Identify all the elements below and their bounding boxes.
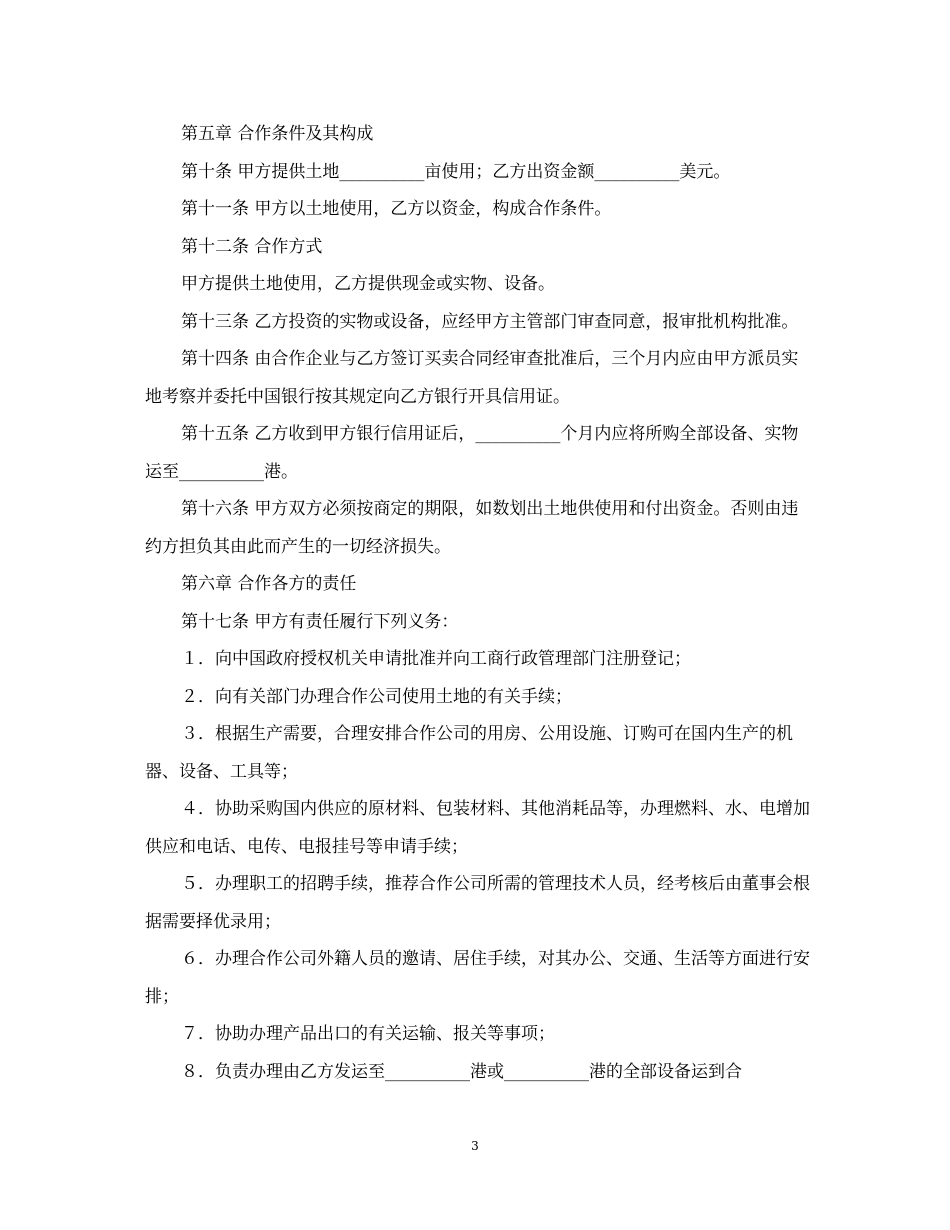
duty-item-5: ５．办理职工的招聘手续，推荐合作公司所需的管理技术人员，经考核后由董事会根据需要择优录用； xyxy=(145,874,810,932)
article-11: 第十一条 甲方以土地使用，乙方以资金，构成合作条件。 xyxy=(181,199,612,219)
article-12-heading: 第十二条 合作方式 xyxy=(181,236,323,257)
duty-item-3: ３．根据生产需要，合理安排合作公司的用房、公用设施、订购可在国内生产的机器、设备、工具等； xyxy=(145,724,793,782)
article-16: 第十六条 甲方双方必须按商定的期限，如数划出土地供使用和付出资金。否则由违约方担负其由此而产生的一切经济损失。 xyxy=(145,499,799,557)
document-body xyxy=(145,116,810,1091)
page-number: 3 xyxy=(471,1139,479,1153)
chapter-heading-5: 第五章 合作条件及其构成 xyxy=(181,124,374,144)
article-17-heading: 第十七条 甲方有责任履行下列义务： xyxy=(181,611,459,632)
duty-item-7: ７．协助办理产品出口的有关运输、报关等事项； xyxy=(181,1024,555,1044)
duty-item-1: １．向中国政府授权机关申请批准并向工商行政管理部门注册登记； xyxy=(181,649,691,669)
article-15: 第十五条 乙方收到甲方银行信用证后，__________个月内应将所购全部设备、实物运至__________港。 xyxy=(145,424,799,482)
article-14: 第十四条 由合作企业与乙方签订买卖合同经审查批准后，三个月内应由甲方派员实地考察并委托中国银行按其规定向乙方银行开具信用证。 xyxy=(145,349,799,407)
article-13: 第十三条 乙方投资的实物或设备，应经甲方主管部门审查同意，报审批机构批准。 xyxy=(181,311,799,332)
article-10: 第十条 甲方提供土地__________亩使用；乙方出资金额__________美元。 xyxy=(181,161,731,182)
article-12-body: 甲方提供土地使用，乙方提供现金或实物、设备。 xyxy=(181,274,555,294)
duty-item-4: ４．协助采购国内供应的原材料、包装材料、其他消耗品等，办理燃料、水、电增加供应和电话、电传、电报挂号等申请手续； xyxy=(145,799,810,857)
duty-item-2: ２．向有关部门办理合作公司使用土地的有关手续； xyxy=(181,686,572,707)
duty-item-6: ６．办理合作公司外籍人员的邀请、居住手续，对其办公、交通、生活等方面进行安排； xyxy=(145,949,810,1007)
chapter-heading-6: 第六章 合作各方的责任 xyxy=(181,574,357,594)
duty-item-8: ８．负责办理由乙方发运至__________港或__________港的全部设备运到合 xyxy=(181,1061,742,1082)
